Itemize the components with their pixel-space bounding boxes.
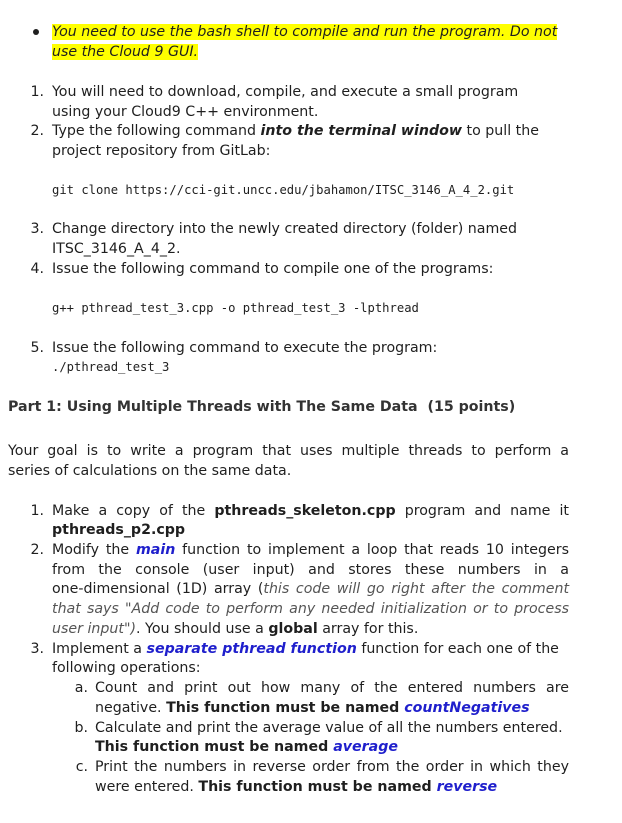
task-number: 1. [30,503,44,519]
task-2-text-post: function to implement a loop that reads 10 integers [175,542,569,558]
task-number: 3. [30,641,44,657]
task-2-comment: this code will go right after the comment [263,581,570,597]
subtask-c-line-2 [95,778,497,797]
subtask-a-line-2 [95,699,530,718]
subtask-letter: a. [74,680,88,696]
task-2-line-5-text: . You should use a [136,621,269,637]
step-number: 5. [30,340,44,356]
highlighted-text: use the Cloud 9 GUI. [52,44,199,60]
step-1-line-2: using your Cloud9 C++ environment. [52,104,319,120]
subtask-b-line-2 [95,738,398,757]
step-5-line-1: Issue the following command to execute the program: [52,340,438,356]
bullet-dot [33,29,39,35]
highlighted-text: You need to use the bash shell to compile and run the program. Do not [52,24,558,40]
function-name-reverse: reverse [436,779,498,795]
filename-p2: pthreads_p2.cpp [52,522,186,538]
subtask-b-line-1: Calculate and print the average value of all the numbers entered. [95,720,563,736]
step-3-line-1: Change directory into the newly created directory (folder) named [52,221,517,237]
task-number: 2. [30,542,44,558]
step-number: 4. [30,261,44,277]
separate-pthread-function: separate pthread function [146,641,357,657]
subtask-c-line-1: Print the numbers in reverse order from the order in which they [95,759,569,775]
step-number: 2. [30,123,44,139]
subtask-a-text: negative. [95,700,167,716]
bullet-line-2 [52,43,198,62]
filename-skeleton: pthreads_skeleton.cpp [214,503,396,519]
function-name-countNegatives: countNegatives [404,700,530,716]
task-2-line-4: that says "Add code to perform any needed initialization or to process [52,601,569,617]
function-name-average: average [333,739,398,755]
task-3-line-2: following operations: [52,660,201,676]
task-3-text-post: function for each one of the [356,641,559,657]
task-2-comment-end: user input") [52,621,137,637]
task-1-text: Make a copy of the [52,503,215,519]
compile-command: g++ pthread_test_3.cpp -o pthread_test_3 -lpthread [52,301,419,315]
part-heading: Part 1: Using Multiple Threads with The Same Data (15 points) [8,399,516,415]
step-number: 1. [30,84,44,100]
task-2-line-5-end: array for this. [317,621,419,637]
step-number: 3. [30,221,44,237]
step-2-line-2: project repository from GitLab: [52,143,271,159]
subtask-letter: b. [74,720,88,736]
subtask-letter: c. [75,759,88,775]
step-1-line-1: You will need to download, compile, and execute a small program [52,84,519,100]
step-3-line-2: ITSC_3146_A_4_2. [52,241,181,257]
step-4-line-1: Issue the following command to compile one of the programs: [52,261,494,277]
main-function-name: main [135,542,176,558]
step-2-text: Type the following command [52,123,261,139]
task-2-line-1 [52,541,569,560]
intro-line-2: series of calculations on the same data. [8,463,292,479]
subtask-a-requirement: This function must be named [166,700,405,716]
subtask-c-requirement: This function must be named [198,779,437,795]
task-3-line-1 [52,640,559,659]
task-2-line-3 [52,580,569,599]
subtask-b-requirement: This function must be named [95,739,334,755]
subtask-a-line-1: Count and print out how many of the entered numbers are [95,680,569,696]
task-1-line-1 [52,502,569,521]
task-2-line-5 [52,620,418,639]
task-2-line-3-text: one-dimensional (1D) array ( [52,581,264,597]
intro-line-1: Your goal is to write a program that uses multiple threads to perform a [8,443,569,459]
task-1-text-post: program and name it [395,503,569,519]
subtask-c-text: were entered. [95,779,199,795]
task-2-text: Modify the [52,542,136,558]
step-2-text-post: to pull the [462,123,539,139]
run-command: ./pthread_test_3 [52,360,170,374]
global-keyword: global [268,621,318,637]
task-2-line-2: from the console (user input) and stores these numbers in a [52,562,569,578]
step-2-line-1 [52,122,539,141]
bullet-line-1 [52,23,557,42]
clone-command: git clone https://cci-git.uncc.edu/jbahamon/ITSC_3146_A_4_2.git [52,183,515,197]
step-2-emphasis: into the terminal window [260,123,462,139]
task-3-text: Implement a [52,641,147,657]
